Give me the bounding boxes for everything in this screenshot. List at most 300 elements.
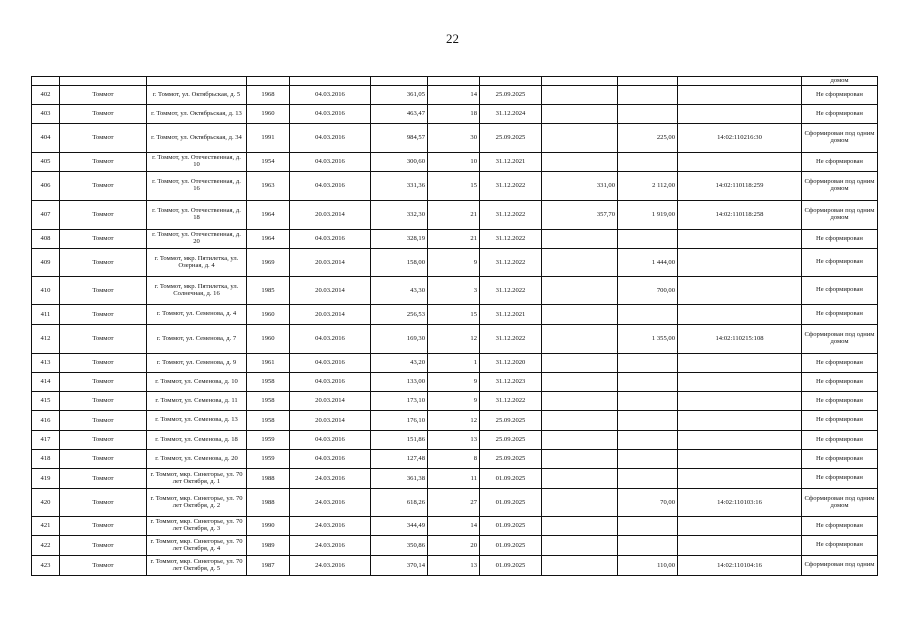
cell-cadastral-number [678,153,802,172]
cell-status: Не сформирован [802,305,878,325]
cell-status: Сформирован под одним домом [802,172,878,201]
cell-value-b [618,373,678,392]
cell-value-a [542,373,618,392]
cell-cadastral-number [678,86,802,105]
cell-cadastral-number [678,517,802,536]
cell-value-b [618,536,678,556]
cell-address: г. Томмот, ул. Семенова, д. 4 [147,305,247,325]
cell-value-a [542,277,618,305]
cell-city: Томмот [60,325,147,354]
cell-status: Не сформирован [802,354,878,373]
cell-city: Томмот [60,201,147,230]
cell-value-a [542,489,618,517]
cell-address: г. Томмот, мкр. Синегорье, ул. 70 лет Октября, д. 2 [147,489,247,517]
cell-deadline: 31.12.2022 [480,277,542,305]
cell-deadline: 01.09.2025 [480,517,542,536]
cell-value-a [542,392,618,411]
cell-date: 24.03.2016 [290,556,371,576]
cell-year: 1969 [247,249,290,277]
cell-count: 18 [428,105,480,124]
cell-date: 20.03.2014 [290,392,371,411]
cell-address: г. Томмот, мкр. Пятилетка, ул. Солнечная, д. 16 [147,277,247,305]
cell-status: Не сформирован [802,230,878,249]
cell-value-b [618,431,678,450]
cell-address: г. Томмот, ул. Семенова, д. 10 [147,373,247,392]
cell-deadline: 31.12.2023 [480,373,542,392]
cell-empty [480,77,542,86]
cell-status: домом [802,77,878,86]
cell-city: Томмот [60,536,147,556]
cell-status: Не сформирован [802,411,878,431]
cell-date: 04.03.2016 [290,431,371,450]
cell-address: г. Томмот, ул. Семенова, д. 9 [147,354,247,373]
table-row [32,305,878,325]
table-row [32,153,878,172]
cell-status: Не сформирован [802,536,878,556]
cell-count: 10 [428,153,480,172]
cell-area: 43,20 [371,354,428,373]
cell-row-number: 420 [32,489,60,517]
cell-city: Томмот [60,411,147,431]
cell-status: Не сформирован [802,517,878,536]
cell-deadline: 31.12.2022 [480,230,542,249]
cell-row-number: 419 [32,469,60,489]
cell-row-number: 423 [32,556,60,576]
cell-cadastral-number [678,305,802,325]
cell-count: 21 [428,230,480,249]
cell-address: г. Томмот, мкр. Синегорье, ул. 70 лет Октября, д. 4 [147,536,247,556]
cell-status: Не сформирован [802,469,878,489]
cell-value-b [618,305,678,325]
cell-cadastral-number: 14:02:110104:16 [678,556,802,576]
cell-year: 1959 [247,450,290,469]
cell-value-b: 1 355,00 [618,325,678,354]
cell-value-b: 225,00 [618,124,678,153]
cell-empty [32,77,60,86]
cell-year: 1960 [247,325,290,354]
cell-value-b [618,230,678,249]
cell-value-a [542,86,618,105]
cell-date: 04.03.2016 [290,450,371,469]
cell-area: 173,10 [371,392,428,411]
cell-year: 1961 [247,354,290,373]
table-row [32,249,878,277]
cell-deadline: 01.09.2025 [480,536,542,556]
cell-deadline: 31.12.2022 [480,325,542,354]
cell-deadline: 31.12.2022 [480,392,542,411]
cell-count: 27 [428,489,480,517]
page-number: 22 [446,31,459,46]
cell-status: Не сформирован [802,277,878,305]
cell-row-number: 417 [32,431,60,450]
cell-deadline: 31.12.2021 [480,153,542,172]
cell-deadline: 31.12.2020 [480,354,542,373]
cell-value-b [618,450,678,469]
cell-status: Не сформирован [802,450,878,469]
cell-area: 463,47 [371,105,428,124]
cell-date: 04.03.2016 [290,230,371,249]
cell-cadastral-number [678,536,802,556]
cell-value-b [618,86,678,105]
cell-address: г. Томмот, ул. Октябрьская, д. 5 [147,86,247,105]
cell-deadline: 25.09.2025 [480,86,542,105]
table-row [32,536,878,556]
cell-address: г. Томмот, мкр. Синегорье, ул. 70 лет Октября, д. 1 [147,469,247,489]
cell-address: г. Томмот, мкр. Пятилетка, ул. Озерная, д. 4 [147,249,247,277]
table-row [32,124,878,153]
cell-deadline: 01.09.2025 [480,489,542,517]
cell-cadastral-number: 14:02:110215:108 [678,325,802,354]
cell-year: 1960 [247,105,290,124]
cell-cadastral-number [678,431,802,450]
cell-count: 1 [428,354,480,373]
cell-count: 13 [428,431,480,450]
cell-address: г. Томмот, мкр. Синегорье, ул. 70 лет Октября, д. 5 [147,556,247,576]
cell-row-number: 405 [32,153,60,172]
table-row [32,489,878,517]
cell-deadline: 25.09.2025 [480,431,542,450]
cell-date: 24.03.2016 [290,536,371,556]
cell-value-b: 110,00 [618,556,678,576]
cell-value-a [542,305,618,325]
cell-row-number: 411 [32,305,60,325]
cell-empty [542,77,618,86]
cell-address: г. Томмот, ул. Семенова, д. 20 [147,450,247,469]
cell-date: 20.03.2014 [290,305,371,325]
cell-city: Томмот [60,249,147,277]
cell-value-a [542,124,618,153]
cell-city: Томмот [60,469,147,489]
cell-deadline: 25.09.2025 [480,450,542,469]
cell-city: Томмот [60,373,147,392]
cell-deadline: 31.12.2024 [480,105,542,124]
cell-area: 176,10 [371,411,428,431]
cell-city: Томмот [60,153,147,172]
cell-row-number: 414 [32,373,60,392]
cell-city: Томмот [60,305,147,325]
cell-row-number: 409 [32,249,60,277]
cell-deadline: 01.09.2025 [480,469,542,489]
cell-value-a [542,517,618,536]
cell-area: 133,00 [371,373,428,392]
cell-count: 15 [428,172,480,201]
cell-count: 9 [428,249,480,277]
cell-count: 3 [428,277,480,305]
cell-empty [147,77,247,86]
cell-row-number: 406 [32,172,60,201]
table-row [32,230,878,249]
cell-address: г. Томмот, мкр. Синегорье, ул. 70 лет Октября, д. 3 [147,517,247,536]
cell-cadastral-number [678,411,802,431]
cell-deadline: 25.09.2025 [480,411,542,431]
table-row [32,277,878,305]
cell-city: Томмот [60,172,147,201]
cell-year: 1989 [247,536,290,556]
cell-status: Не сформирован [802,153,878,172]
cell-address: г. Томмот, ул. Отечественная, д. 18 [147,201,247,230]
cell-city: Томмот [60,517,147,536]
cell-year: 1958 [247,373,290,392]
cell-cadastral-number [678,230,802,249]
cell-row-number: 421 [32,517,60,536]
cell-row-number: 412 [32,325,60,354]
cell-deadline: 31.12.2022 [480,172,542,201]
cell-area: 151,86 [371,431,428,450]
cell-row-number: 407 [32,201,60,230]
table-row [32,325,878,354]
cell-empty [618,77,678,86]
cell-address: г. Томмот, ул. Отечественная, д. 10 [147,153,247,172]
cell-city: Томмот [60,277,147,305]
cell-date: 04.03.2016 [290,153,371,172]
cell-area: 256,53 [371,305,428,325]
cell-year: 1958 [247,411,290,431]
cell-row-number: 415 [32,392,60,411]
cell-empty [247,77,290,86]
cell-year: 1990 [247,517,290,536]
cell-value-a [542,354,618,373]
cell-row-number: 402 [32,86,60,105]
cell-empty [290,77,371,86]
cell-empty [428,77,480,86]
cell-value-b [618,392,678,411]
cell-cadastral-number [678,373,802,392]
cell-value-a [542,153,618,172]
cell-city: Томмот [60,124,147,153]
cell-count: 20 [428,536,480,556]
cell-value-a: 331,00 [542,172,618,201]
table-row [32,431,878,450]
cell-value-b [618,105,678,124]
cell-value-a [542,469,618,489]
cell-deadline: 31.12.2021 [480,305,542,325]
cell-area: 350,86 [371,536,428,556]
cell-status: Сформирован под одним домом [802,489,878,517]
cell-empty [60,77,147,86]
cell-area: 344,49 [371,517,428,536]
cell-value-b: 2 112,00 [618,172,678,201]
cell-date: 20.03.2014 [290,277,371,305]
cell-status: Не сформирован [802,431,878,450]
cell-city: Томмот [60,392,147,411]
cell-year: 1985 [247,277,290,305]
cell-date: 20.03.2014 [290,411,371,431]
cell-address: г. Томмот, ул. Семенова, д. 18 [147,431,247,450]
cell-cadastral-number [678,354,802,373]
cell-city: Томмот [60,86,147,105]
cell-area: 361,38 [371,469,428,489]
cell-count: 13 [428,556,480,576]
table-row [32,201,878,230]
table-row [32,86,878,105]
housing-registry-table [31,76,878,576]
cell-date: 04.03.2016 [290,354,371,373]
cell-status: Сформирован под одним домом [802,201,878,230]
cell-value-a: 357,70 [542,201,618,230]
cell-area: 984,57 [371,124,428,153]
cell-cadastral-number: 14:02:110216:30 [678,124,802,153]
cell-date: 24.03.2016 [290,469,371,489]
cell-area: 169,30 [371,325,428,354]
cell-cadastral-number [678,249,802,277]
cell-count: 14 [428,86,480,105]
cell-deadline: 31.12.2022 [480,249,542,277]
table-body [32,77,878,576]
cell-area: 331,36 [371,172,428,201]
cell-count: 12 [428,411,480,431]
cell-year: 1958 [247,392,290,411]
cell-empty [371,77,428,86]
cell-area: 332,30 [371,201,428,230]
cell-deadline: 01.09.2025 [480,556,542,576]
cell-count: 14 [428,517,480,536]
cell-year: 1954 [247,153,290,172]
cell-date: 24.03.2016 [290,517,371,536]
cell-city: Томмот [60,230,147,249]
cell-status: Не сформирован [802,249,878,277]
cell-address: г. Томмот, ул. Семенова, д. 13 [147,411,247,431]
cell-area: 618,26 [371,489,428,517]
cell-value-b: 70,00 [618,489,678,517]
cell-date: 20.03.2014 [290,249,371,277]
cell-value-b: 1 919,00 [618,201,678,230]
cell-value-b: 700,00 [618,277,678,305]
cell-city: Томмот [60,354,147,373]
cell-row-number: 410 [32,277,60,305]
cell-row-number: 408 [32,230,60,249]
cell-address: г. Томмот, ул. Октябрьская, д. 13 [147,105,247,124]
cell-date: 20.03.2014 [290,201,371,230]
cell-city: Томмот [60,431,147,450]
cell-cadastral-number: 14:02:110118:259 [678,172,802,201]
cell-area: 361,05 [371,86,428,105]
cell-count: 9 [428,373,480,392]
table-row [32,172,878,201]
cell-area: 43,30 [371,277,428,305]
cell-year: 1987 [247,556,290,576]
cell-address: г. Томмот, ул. Отечественная, д. 16 [147,172,247,201]
cell-date: 04.03.2016 [290,172,371,201]
cell-area: 127,48 [371,450,428,469]
table-row [32,556,878,576]
cell-value-a [542,556,618,576]
cell-row-number: 413 [32,354,60,373]
cell-row-number: 422 [32,536,60,556]
cell-status: Не сформирован [802,373,878,392]
cell-count: 8 [428,450,480,469]
cell-date: 04.03.2016 [290,124,371,153]
cell-year: 1988 [247,469,290,489]
cell-cadastral-number [678,105,802,124]
cell-value-a [542,325,618,354]
cell-year: 1991 [247,124,290,153]
cell-row-number: 416 [32,411,60,431]
cell-value-b: 1 444,00 [618,249,678,277]
cell-area: 300,60 [371,153,428,172]
cell-year: 1960 [247,305,290,325]
cell-value-b [618,517,678,536]
table-row [32,469,878,489]
cell-city: Томмот [60,105,147,124]
cell-value-a [542,105,618,124]
cell-cadastral-number: 14:02:110118:258 [678,201,802,230]
cell-city: Томмот [60,489,147,517]
cell-date: 24.03.2016 [290,489,371,517]
cell-area: 370,14 [371,556,428,576]
cell-value-b [618,153,678,172]
cell-cadastral-number [678,450,802,469]
table-row [32,373,878,392]
cell-deadline: 25.09.2025 [480,124,542,153]
cell-address: г. Томмот, ул. Октябрьская, д. 34 [147,124,247,153]
cell-date: 04.03.2016 [290,373,371,392]
cell-city: Томмот [60,556,147,576]
cell-address: г. Томмот, ул. Семенова, д. 7 [147,325,247,354]
table-row [32,105,878,124]
cell-count: 15 [428,305,480,325]
cell-year: 1963 [247,172,290,201]
cell-value-a [542,431,618,450]
cell-area: 328,19 [371,230,428,249]
cell-area: 158,00 [371,249,428,277]
cell-address: г. Томмот, ул. Отечественная, д. 20 [147,230,247,249]
cell-status: Не сформирован [802,86,878,105]
table-row [32,392,878,411]
cell-count: 12 [428,325,480,354]
cell-value-a [542,450,618,469]
cell-row-number: 403 [32,105,60,124]
cell-row-number: 418 [32,450,60,469]
cell-year: 1968 [247,86,290,105]
cell-status: Сформирован под одним домом [802,124,878,153]
cell-city: Томмот [60,450,147,469]
cell-count: 21 [428,201,480,230]
cell-cadastral-number [678,277,802,305]
table-row [32,517,878,536]
cell-cadastral-number [678,392,802,411]
cell-value-a [542,536,618,556]
cell-cadastral-number: 14:02:110103:16 [678,489,802,517]
cell-year: 1959 [247,431,290,450]
table-row [32,411,878,431]
cell-status: Сформирован под одним домом [802,325,878,354]
cell-count: 30 [428,124,480,153]
cell-status: Сформирован под одним [802,556,878,576]
cell-date: 04.03.2016 [290,86,371,105]
cell-deadline: 31.12.2022 [480,201,542,230]
cell-status: Не сформирован [802,105,878,124]
cell-date: 04.03.2016 [290,325,371,354]
cell-status: Не сформирован [802,392,878,411]
cell-date: 04.03.2016 [290,105,371,124]
cell-value-b [618,354,678,373]
cell-value-b [618,469,678,489]
table-row [32,354,878,373]
cell-row-number: 404 [32,124,60,153]
cell-value-a [542,411,618,431]
cell-count: 11 [428,469,480,489]
cell-value-a [542,230,618,249]
cell-count: 9 [428,392,480,411]
cell-value-b [618,411,678,431]
table-row-continuation [32,77,878,86]
cell-cadastral-number [678,469,802,489]
cell-empty [678,77,802,86]
cell-year: 1964 [247,230,290,249]
cell-value-a [542,249,618,277]
cell-address: г. Томмот, ул. Семенова, д. 11 [147,392,247,411]
cell-year: 1964 [247,201,290,230]
